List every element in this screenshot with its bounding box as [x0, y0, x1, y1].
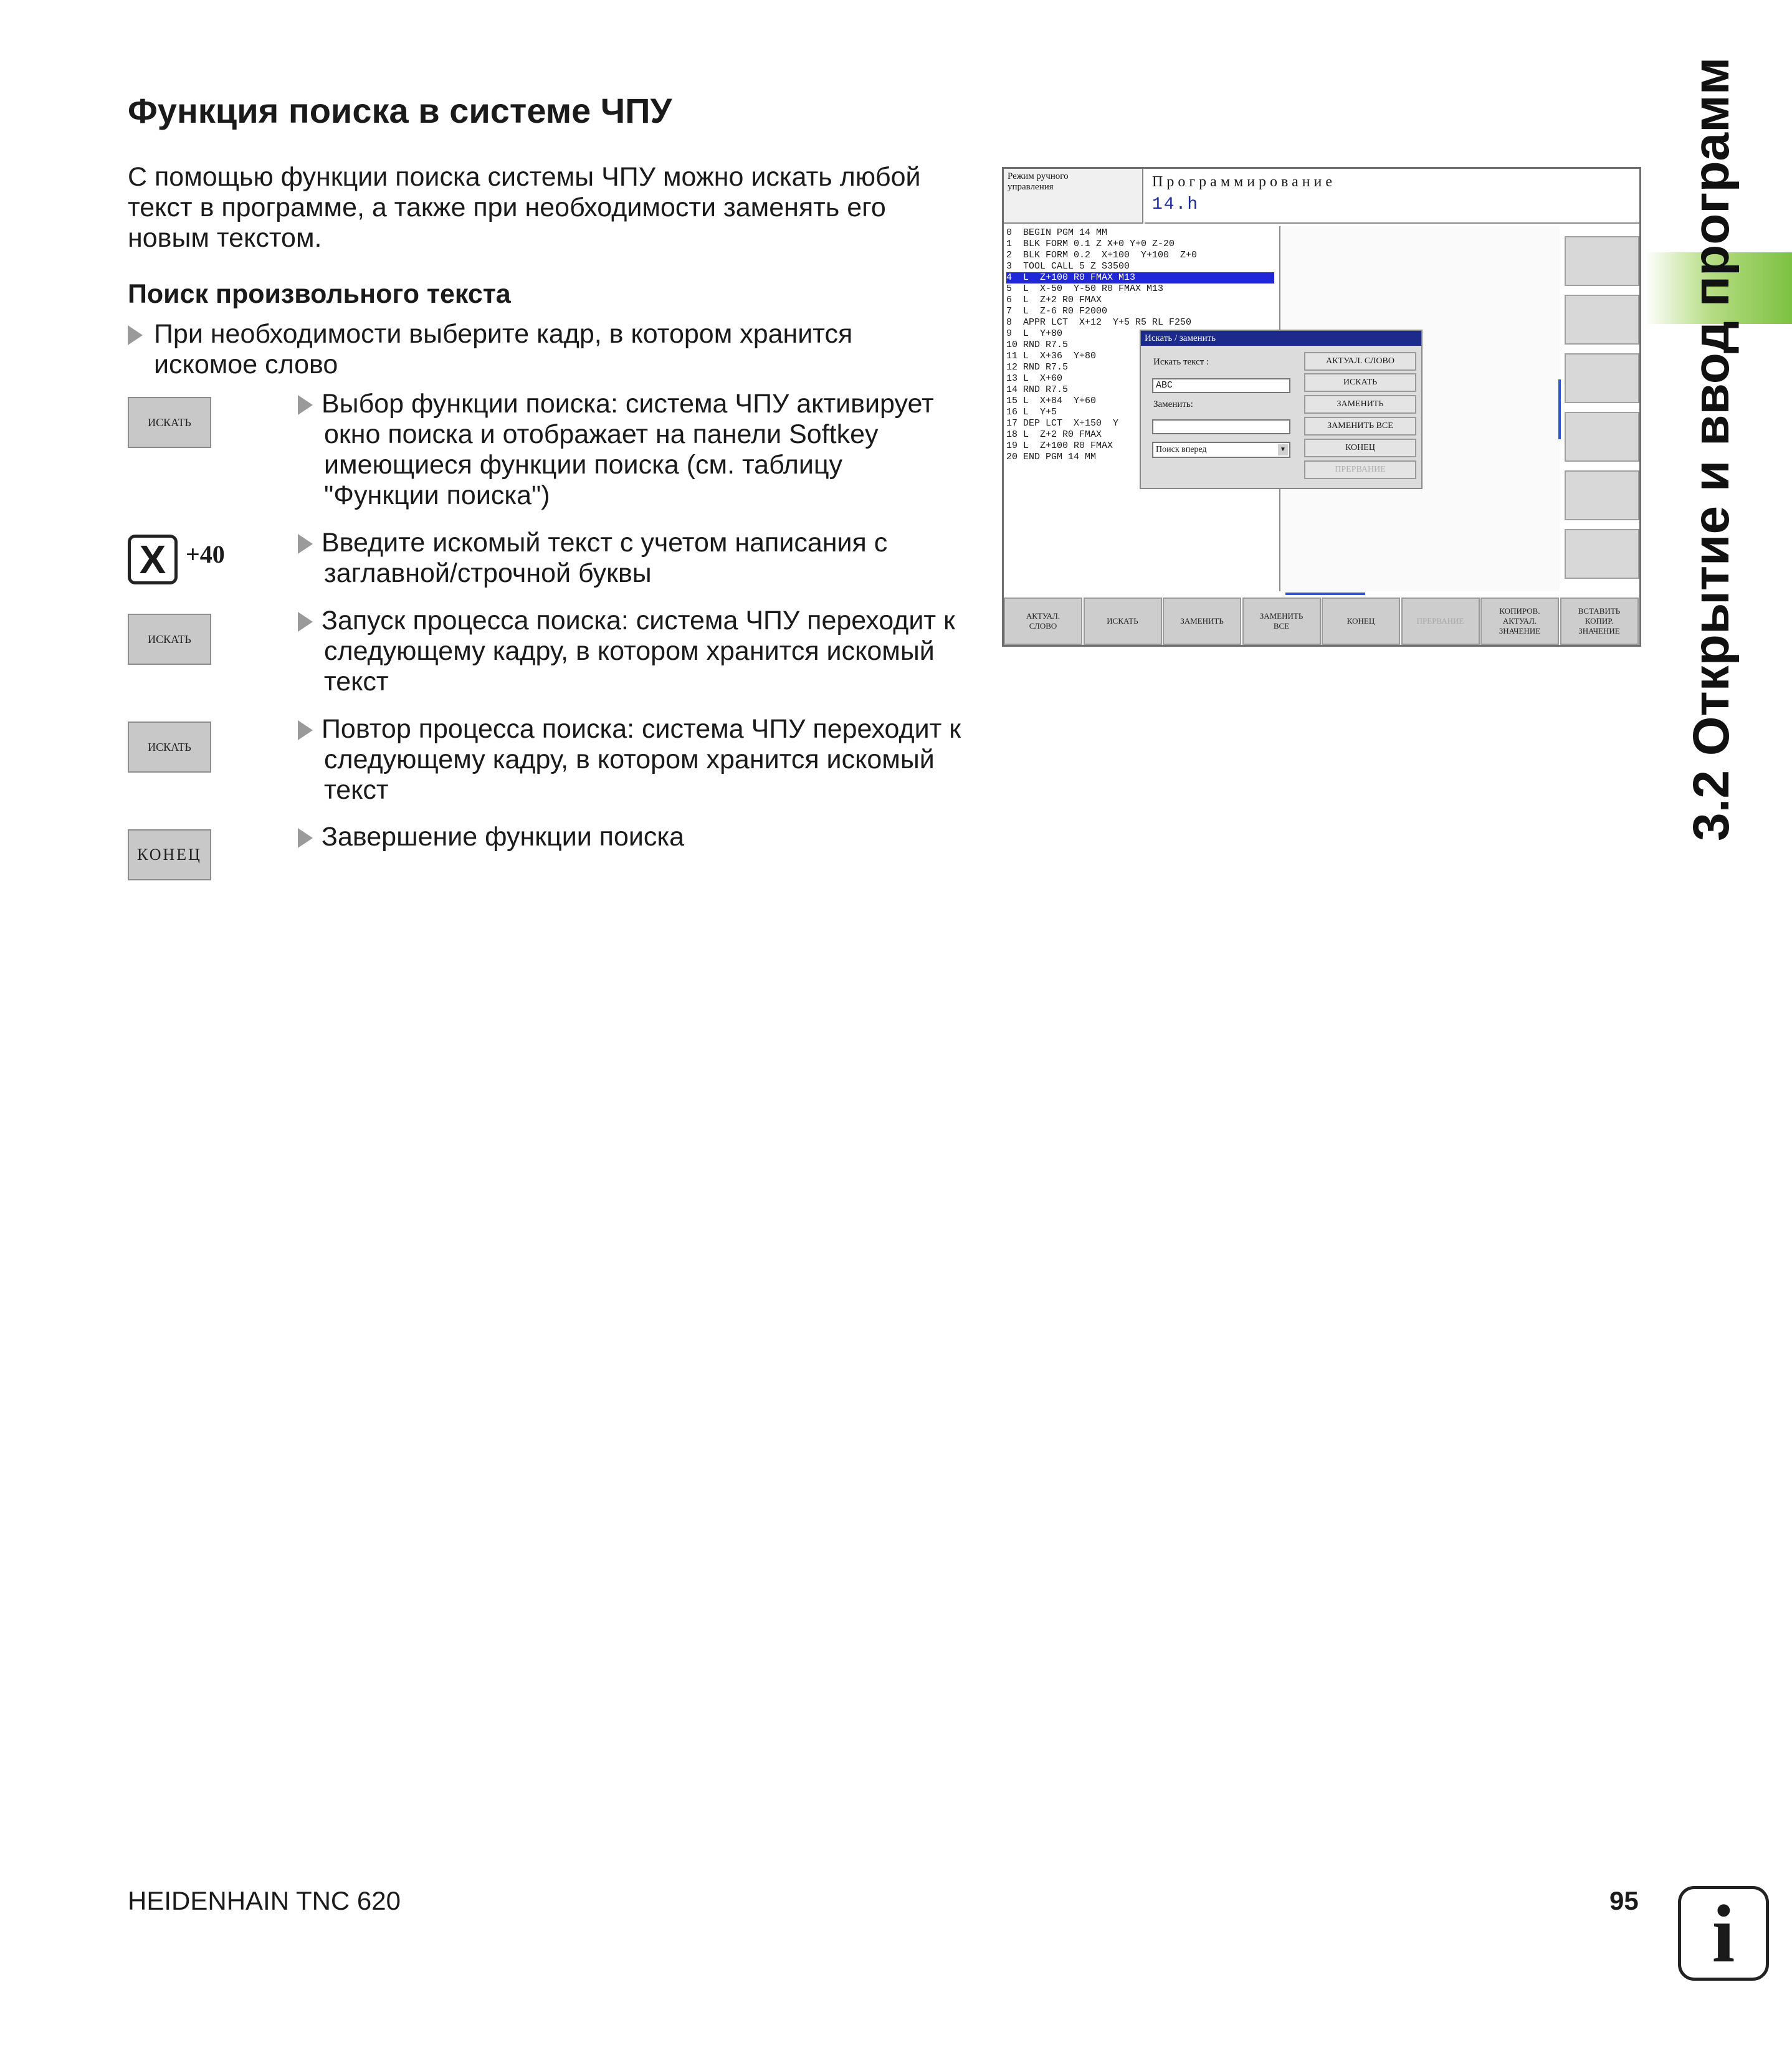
operating-mode-label [1004, 169, 1143, 224]
mode-line: Режим ручного [1008, 171, 1069, 181]
program-block-line[interactable]: 19 L Z+100 R0 FMAX [1006, 441, 1113, 451]
step-repeat-search [298, 714, 983, 807]
softkey-label: СЛОВО [1029, 621, 1057, 631]
step-line: следующему кадру, в котором хранится искомый [324, 636, 935, 666]
softkey-label: ЗНАЧЕНИЕ [1499, 626, 1541, 636]
search-softkey-image: ИСКАТЬ [128, 722, 211, 773]
softkey-label: ЗАМЕНИТЬ [1180, 616, 1224, 626]
dialog-abort-button[interactable]: ПРЕРВАНИЕ [1304, 460, 1416, 479]
intro-paragraph: С помощью функции поиска системы ЧПУ можно искать любой текст в программе, а также при необходимости заменять его новым текстом. [128, 162, 921, 253]
chapter-tab-label: 3.2 Открытие и ввод программ [1683, 57, 1740, 841]
search-softkey-image: ИСКАТЬ [128, 614, 211, 665]
program-block-line[interactable]: 6 L Z+2 R0 FMAX [1006, 295, 1102, 305]
programming-mode-title: Программирование [1152, 174, 1337, 190]
side-softkey[interactable] [1565, 353, 1639, 403]
softkey-label: ИСКАТЬ [1107, 616, 1138, 626]
softkey-button[interactable] [1004, 598, 1082, 645]
step-select-search [298, 389, 983, 513]
program-block-line[interactable]: 9 L Y+80 [1006, 328, 1063, 339]
softkey-label: КОНЕЦ [1346, 616, 1375, 626]
dialog-end-button[interactable]: КОНЕЦ [1304, 439, 1416, 457]
softkey-label: АКТУАЛ. [1026, 611, 1060, 621]
softkey-label: ПРЕРВАНИЕ [1416, 616, 1464, 626]
program-block-line[interactable]: 11 L X+36 Y+80 [1006, 351, 1097, 361]
info-icon: i [1678, 1886, 1769, 1981]
page-title: Функция поиска в системе ЧПУ [128, 91, 672, 130]
program-block-line[interactable]: 14 RND R7.5 [1006, 384, 1069, 395]
program-block-line[interactable]: 13 L X+60 [1006, 373, 1063, 384]
bullet-arrow-icon [298, 828, 313, 848]
softkey-label: ВСТАВИТЬ [1578, 606, 1621, 616]
program-block-line[interactable]: 2 BLK FORM 0.2 X+100 Y+100 Z+0 [1006, 250, 1198, 260]
cnc-screen [1002, 167, 1641, 647]
softkey-button[interactable] [1242, 598, 1321, 645]
step-line: заглавной/строчной буквы [324, 558, 652, 588]
softkey-label: АКТУАЛ. [1502, 616, 1537, 626]
step-line: Запуск процесса поиска: система ЧПУ переходит к [322, 606, 955, 636]
replace-label: Заменить: [1153, 399, 1193, 409]
bullet-arrow-icon [128, 325, 143, 345]
program-file-name: 14.h [1152, 195, 1199, 214]
key-value-label: +40 [186, 540, 225, 568]
program-block-line[interactable]: 10 RND R7.5 [1006, 340, 1069, 350]
step-start-search [298, 606, 983, 699]
step-line: окно поиска и отображает на панели Softkey [324, 419, 879, 449]
replace-input[interactable] [1152, 419, 1290, 434]
program-block-line[interactable]: 7 L Z-6 R0 F2000 [1006, 306, 1108, 317]
dialog-replace-button[interactable]: ЗАМЕНИТЬ [1304, 395, 1416, 414]
side-softkey[interactable] [1565, 529, 1639, 579]
step-line: текст [324, 775, 389, 805]
program-block-line[interactable]: 3 TOOL CALL 5 Z S3500 [1006, 261, 1130, 272]
dialog-replace-all-button[interactable]: ЗАМЕНИТЬ ВСЕ [1304, 417, 1416, 436]
search-direction-select[interactable] [1152, 442, 1290, 458]
softkey-label: КОПИРОВ. [1499, 606, 1540, 616]
program-block-line[interactable]: 17 DEP LCT X+150 Y [1006, 418, 1119, 429]
section-subheading: Поиск произвольного текста [128, 279, 511, 309]
bullet-arrow-icon [298, 720, 313, 740]
program-block-line[interactable]: 1 BLK FORM 0.1 Z X+0 Y+0 Z-20 [1006, 239, 1175, 249]
search-direction-value: Поиск вперед [1156, 445, 1207, 454]
program-block-line[interactable]: 5 L X-50 Y-50 R0 FMAX M13 [1006, 283, 1164, 294]
bullet-arrow-icon [298, 395, 313, 415]
bullet-line: При необходимости выберите кадр, в котором хранится [154, 319, 853, 349]
dialog-search-button[interactable]: ИСКАТЬ [1304, 373, 1416, 392]
scrollbar[interactable] [1558, 379, 1561, 439]
step-line: следующему кадру, в котором хранится искомый [324, 745, 935, 774]
dialog-title: Искать / заменить [1141, 331, 1421, 346]
search-text-label: Искать текст : [1153, 357, 1209, 367]
step-line: имеющиеся функции поиска (см. таблицу [324, 450, 843, 480]
softkey-label: ВСЕ [1273, 621, 1290, 631]
program-block-line[interactable]: 0 BEGIN PGM 14 MM [1006, 227, 1108, 238]
softkey-button[interactable] [1084, 598, 1162, 645]
softkey-button[interactable] [1163, 598, 1241, 645]
softkey-row [1004, 598, 1639, 645]
program-block-line[interactable]: 20 END PGM 14 MM [1006, 452, 1097, 462]
bullet-arrow-icon [298, 612, 313, 632]
softkey-button[interactable] [1480, 598, 1559, 645]
step-enter-text [298, 528, 983, 590]
softkey-label: КОПИР. [1585, 616, 1614, 626]
step-line: Введите искомый текст с учетом написания с [322, 528, 888, 558]
step-end-search [298, 822, 983, 859]
bullet-arrow-icon [298, 534, 313, 554]
bullet-line: искомое слово [154, 350, 338, 379]
search-softkey-image: ИСКАТЬ [128, 397, 211, 448]
mode-line: управления [1008, 182, 1054, 192]
step-line: Выбор функции поиска: система ЧПУ активирует [322, 389, 934, 419]
program-block-line[interactable]: 15 L X+84 Y+60 [1006, 396, 1097, 406]
side-softkey[interactable] [1565, 412, 1639, 462]
step-line: Завершение функции поиска [322, 822, 685, 852]
scrollbar[interactable] [1285, 593, 1365, 595]
chevron-down-icon[interactable]: ▼ [1278, 444, 1288, 455]
end-softkey-image: КОНЕЦ [128, 829, 211, 880]
step-line: Повтор процесса поиска: система ЧПУ переходит к [322, 714, 961, 744]
bullet-select-block [128, 319, 950, 381]
side-softkey[interactable] [1565, 236, 1639, 286]
footer-product-name: HEIDENHAIN TNC 620 [128, 1886, 401, 1915]
step-line: текст [324, 667, 389, 697]
softkey-label: ЗАМЕНИТЬ [1259, 611, 1303, 621]
program-block-line[interactable]: 12 RND R7.5 [1006, 362, 1069, 373]
side-softkey[interactable] [1565, 470, 1639, 520]
search-text-input[interactable]: ABC [1152, 378, 1290, 393]
search-replace-dialog [1140, 330, 1423, 489]
dialog-current-word-button[interactable]: АКТУАЛ. СЛОВО [1304, 352, 1416, 371]
softkey-button[interactable] [1560, 598, 1639, 645]
softkey-button[interactable] [1401, 598, 1480, 645]
x-axis-key-icon: X [128, 535, 178, 584]
page-number: 95 [1609, 1886, 1639, 1915]
program-header [1145, 169, 1639, 224]
program-block-line[interactable]: 8 APPR LCT X+12 Y+5 R5 RL F250 [1006, 317, 1192, 328]
softkey-label: ЗНАЧЕНИЕ [1578, 626, 1620, 636]
side-softkey[interactable] [1565, 295, 1639, 345]
step-line: "Функции поиска") [324, 480, 550, 510]
program-block-line[interactable]: 18 L Z+2 R0 FMAX [1006, 429, 1102, 440]
softkey-button[interactable] [1322, 598, 1400, 645]
program-block-line[interactable]: 4 L Z+100 R0 FMAX M13 [1006, 272, 1274, 283]
program-block-line[interactable]: 16 L Y+5 [1006, 407, 1057, 417]
